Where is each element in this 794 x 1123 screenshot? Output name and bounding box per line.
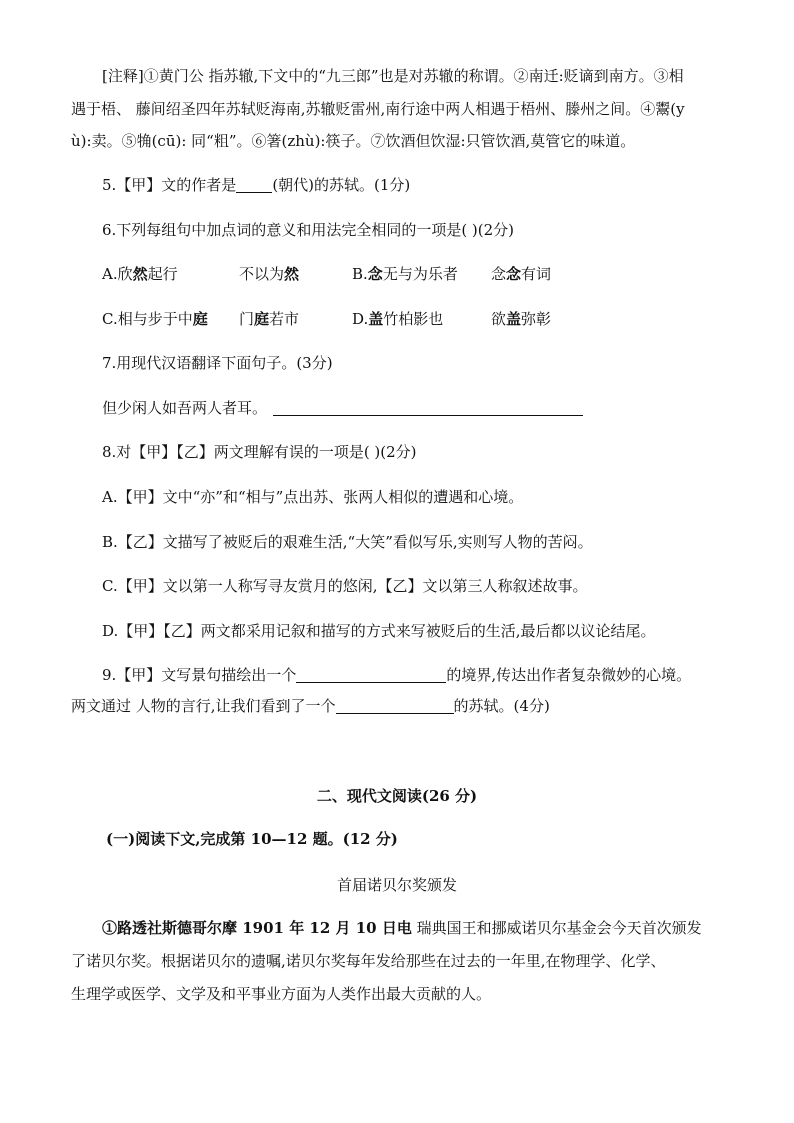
q9-text-line2-after: 的苏轼。(4分): [453, 697, 550, 715]
question-9-line-1: [102, 665, 736, 685]
dateline: ①路透社斯德哥尔摩 1901 年 12 月 10 日电: [102, 919, 412, 937]
q6-option-d-2: 欲盖弥彰: [491, 310, 552, 328]
note-line-1: [注释]①黄门公 指苏辙,下文中的“九三郎”也是对苏辙的称谓。②南迁:贬谪到南方。③相: [102, 67, 684, 85]
article-paragraph-1-line-3: 生理学或医学、文学及和平事业方面为人类作出最大贡献的人。: [71, 985, 492, 1003]
dotted-word: 盖: [368, 310, 384, 328]
q8-option-d: D.【甲】【乙】两文都采用记叙和描写的方式来写被贬后的生活,最后都以议论结尾。: [102, 622, 656, 640]
q6-option-a-2: 不以为然: [239, 265, 300, 283]
q5-text-before: 5.【甲】文的作者是: [102, 176, 237, 194]
article-paragraph-1-line-2: 了诺贝尔奖。根据诺贝尔的遗嘱,诺贝尔奖每年发给那些在过去的一年里,在物理学、化学、: [71, 952, 666, 970]
article-paragraph-1-line-1: [102, 918, 736, 938]
q9-text-middle: 的境界,传达出作者复杂微妙的心境。: [446, 666, 692, 684]
question-9-line-2: [71, 696, 736, 716]
q8-option-a: A.【甲】文中“亦”和“相与”点出苏、张两人相似的遭遇和心境。: [102, 488, 524, 506]
question-5: [102, 175, 736, 195]
q7-sentence-row: [102, 398, 736, 418]
dotted-word: 然: [284, 265, 300, 283]
dotted-word: 念: [506, 265, 522, 283]
section-2-title: 二、现代文阅读(26 分): [316, 787, 478, 805]
q7-sentence: 但少闲人如吾两人者耳。: [102, 399, 268, 417]
q6-option-d-1: D.盖竹柏影也: [352, 310, 444, 328]
dateline-rest: 瑞典国王和挪威诺贝尔基金会今天首次颁发: [411, 919, 702, 937]
q6-option-c-2: 门庭若市: [239, 310, 300, 328]
q5-answer-blank[interactable]: [236, 176, 272, 193]
q6-option-b-2: 念念有词: [491, 265, 552, 283]
q9-text-before: 9.【甲】文写景句描绘出一个: [102, 666, 297, 684]
dotted-word: 然: [132, 265, 148, 283]
q8-option-c: C.【甲】文以第一人称写寻友赏月的悠闲,【乙】文以第三人称叙述故事。: [102, 577, 588, 595]
part-1-title: (一)阅读下文,完成第 10—12 题。(12 分): [106, 830, 398, 848]
q9-text-line2-before: 两文通过 人物的言行,让我们看到了一个: [71, 697, 336, 715]
q9-answer-blank-2[interactable]: [336, 697, 454, 714]
dotted-word: 念: [367, 265, 383, 283]
dotted-word: 庭: [192, 310, 208, 328]
question-8-stem: 8.对【甲】【乙】两文理解有误的一项是( )(2分): [102, 443, 417, 461]
q5-text-after: (朝代)的苏轼。(1分): [272, 176, 411, 194]
note-line-3: ù):卖。⑤觕(cū): 同“粗”。⑥箸(zhù):筷子。⑦饮酒但饮湿:只管饮酒,莫管它的味道。: [71, 132, 636, 150]
q8-option-b: B.【乙】文描写了被贬后的艰难生活,“大笑”看似写乐,实则写人物的苦闷。: [102, 533, 593, 551]
dotted-word: 盖: [506, 310, 522, 328]
q6-option-a-1: A.欣然起行: [102, 265, 178, 283]
q6-option-c-1: C.相与步于中庭: [102, 310, 208, 328]
question-6-stem: 6.下列每组句中加点词的意义和用法完全相同的一项是( )(2分): [102, 221, 515, 239]
question-7-stem: 7.用现代汉语翻译下面句子。(3分): [102, 354, 333, 372]
article-title: 首届诺贝尔奖颁发: [336, 876, 457, 894]
q7-answer-blank[interactable]: [273, 399, 583, 416]
q9-answer-blank-1[interactable]: [296, 666, 446, 683]
q6-option-b-1: B.念无与为乐者: [352, 265, 458, 283]
note-line-2: 遇于梧、 藤间绍圣四年苏轼贬海南,苏辙贬雷州,南行途中两人相遇于梧州、滕州之间。④鬻(y: [71, 100, 685, 118]
dotted-word: 庭: [254, 310, 270, 328]
